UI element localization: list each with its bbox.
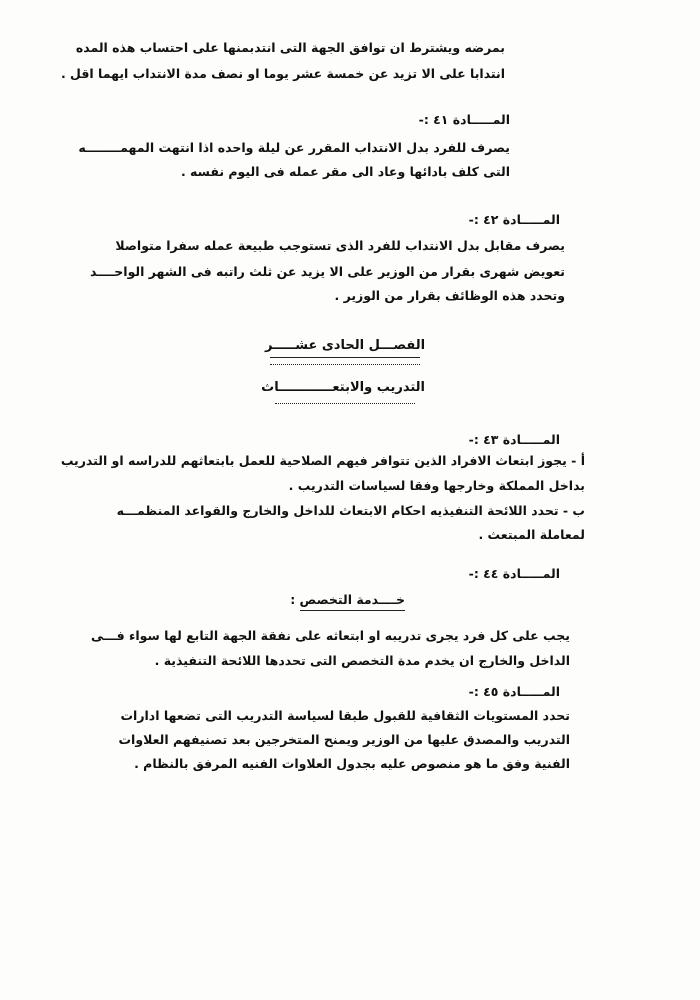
intro-line-2: انتدابا على الا تزيد عن خمسة عشر يوما او نصف مدة الانتداب ايهما اقل . <box>60 66 505 81</box>
article-41-line-1: يصرف للفرد بدل الانتداب المقرر عن ليلة واحده اذا انتهت المهمــــــــه <box>78 140 510 155</box>
article-45-line-1: تحدد المستويات الثقافية للقبول طبقا لسياسة التدريب التى تضعها ادارات <box>120 708 570 723</box>
article-43-line-2: بداخل المملكة وخارجها وفقا لسياسات التدريب . <box>288 478 585 493</box>
intro-line-1: بمرضه ويشترط ان توافق الجهة التى انتدبمنها على احتساب هذه المده <box>75 40 505 55</box>
chapter-subtitle-dotted-rule <box>275 403 415 404</box>
chapter-title-underline <box>270 357 420 358</box>
article-43-heading: المـــــادة ٤٣ :- <box>468 432 560 447</box>
article-45-line-3: الفنية وفق ما هو منصوص عليه بجدول العلاوات الفنيه المرفق بالنظام . <box>134 756 570 771</box>
chapter-subtitle: التدريب والابتعــــــــــــاث <box>261 380 425 395</box>
article-42-heading: المـــــادة ٤٢ :- <box>468 212 560 227</box>
chapter-title-dotted-rule <box>270 364 420 365</box>
article-41-line-2: التى كلف بادائها وعاد الى مقر عمله فى اليوم نفسه . <box>180 164 510 179</box>
article-45-line-2: التدريب والمصدق عليها من الوزير ويمنح المتخرجين بعد تصنيفهم العلاوات <box>118 732 570 747</box>
article-44-subheading: خــــدمة التخصص : <box>290 592 405 607</box>
article-41-heading: المـــــادة ٤١ :- <box>418 112 510 127</box>
article-42-line-2: تعويض شهرى بقرار من الوزير على الا يزيد عن ثلث راتبه فى الشهر الواحــــد <box>89 264 565 279</box>
article-44-line-2: الداخل والخارج ان يخدم مدة التخصص التى تحددها اللائحة التنفيذية . <box>154 653 570 668</box>
article-43-line-4: لمعاملة المبتعث . <box>478 527 585 542</box>
article-44-heading: المـــــادة ٤٤ :- <box>468 566 560 581</box>
article-45-heading: المـــــادة ٤٥ :- <box>468 684 560 699</box>
article-43-line-1: أ - يجوز ابتعاث الافراد الذين تتوافر فيهم الصلاحية للعمل بابتعاثهم للدراسه او التدريب <box>60 453 585 468</box>
article-42-line-1: يصرف مقابل بدل الانتداب للفرد الذى تستوجب طبيعة عمله سفرا متواصلا <box>115 238 565 253</box>
article-43-line-3: ب - تحدد اللائحة التنفيذيه احكام الابتعاث للداخل والخارج والقواعد المنظمـــه <box>116 503 585 518</box>
article-44-line-1: يجب على كل فرد يجرى تدريبه او ابتعاثه على نفقة الجهة التابع لها سواء فـــى <box>90 628 570 643</box>
chapter-title: الفصـــل الحادى عشـــــر <box>264 338 426 353</box>
article-42-line-3: وتحدد هذه الوظائف بقرار من الوزير . <box>334 288 565 303</box>
article-44-subheading-underline <box>300 610 405 611</box>
